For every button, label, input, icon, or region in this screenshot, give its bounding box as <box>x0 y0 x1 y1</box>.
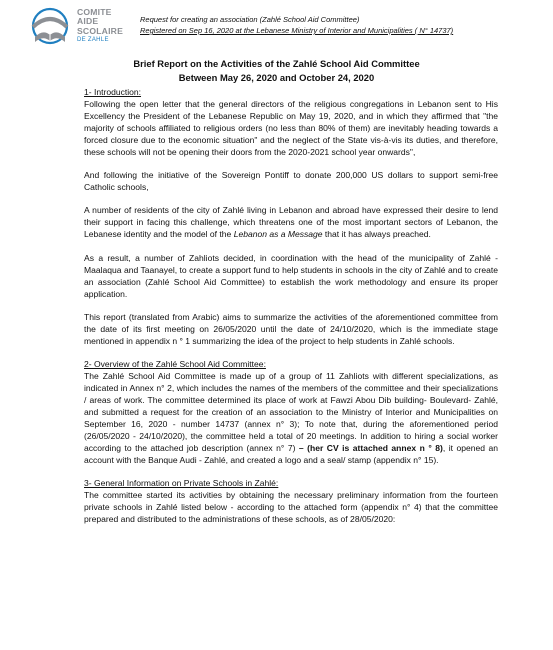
paragraph-3-text-b: that it has always preached. <box>322 229 431 240</box>
report-title <box>0 57 553 84</box>
report-title-line-1: Brief Report on the Activities of the Zahlé School Aid Committee <box>133 58 420 69</box>
section-3-heading: 3- General Information on Private Schools in Zahlé: <box>84 478 279 489</box>
section-1-paragraph-5: This report (translated from Arabic) aims to summarize the activities of the aforementioned committee from the date of its first meeting on 26/05/2020 until the date of 24/10/2020, which is the immediate stage mentioned in appendix n ° 1 summarizing the idea of the project to help students in Zahlé schools. <box>84 311 498 346</box>
header-line-1: Request for creating an association (Zahlé School Aid Committee) <box>140 15 360 24</box>
section-2-bold-text: – (her CV is attached annex n ° 8) <box>298 443 443 454</box>
section-3-paragraph-1: The committee started its activities by obtaining the necessary preliminary information from the fourteen private schools in Zahlé listed below - according to the attached form (appendix n° 4) that the committee prepared and distributed to the administrations of these schools, as of 28/05/2020: <box>84 490 498 525</box>
logo-wordmark <box>77 8 123 46</box>
report-title-line-2: Between May 26, 2020 and October 24, 2020 <box>178 71 375 83</box>
section-2-text-a: The Zahlé School Aid Committee is made up of a group of 11 Zahliots with different specializations, as indicated in Annex n° 2, which includes the names of the members of the committee and their specializations / areas of work. The committee determined its place of work at Fawzi Abou Dib building- Boulevard- Zahlé, and submitted a request for the creation of an association to the Ministry of Interior and Municipalities on September 16, 2020 - number 14737 (annex n° 3); To note that, during the aforementioned period (26/05/2020 - 24/10/2020), the committee held a total of 20 meetings. In addition to hiring a social worker according to the attached job description (annex n° 7) <box>84 370 498 454</box>
report-body <box>84 86 498 525</box>
section-1-paragraph-1: Following the open letter that the general directors of the religious congregations in Lebanon sent to His Excellency the President of the Lebanese Republic on May 19, 2020, and in which they affirmed that "the majority of schools affiliated to religious orders (no less than 80% of them) are inevitably heading towards a forced closure due to the economic situation" and the neglect of the State vis-à-vis its duties, and therefore, these schools will not be opening their doors from the 2020-2021 school year onwards", <box>84 99 498 158</box>
committee-logo <box>27 6 135 50</box>
section-1-heading: 1- Introduction: <box>84 87 142 97</box>
logo-line-4: DE ZAHLE <box>77 37 109 44</box>
logo-line-1: COMITE <box>77 7 112 17</box>
open-book-logo-icon <box>27 7 73 49</box>
document-header <box>140 14 453 36</box>
section-2-heading: 2- Overview of the Zahlé School Aid Committee: <box>84 358 266 369</box>
paragraph-3-text-a: A number of residents of the city of Zahlé living in Lebanon and abroad have expressed their desire to lend their support in facing this challenge, which threatens one of the most important sectors of Lebanon, the Lebanese identity and the model of the <box>84 205 498 240</box>
logo-line-3: SCOLAIRE <box>77 25 124 36</box>
paragraph-3-emphasis: Lebanon as a Message <box>233 229 323 240</box>
logo-line-2: AIDE <box>77 16 99 27</box>
section-2-text-b: , it opened an account with the Banque Audi - Zahlé, and created a logo and a seal/ stamp (appendix n° 15). <box>84 443 498 466</box>
header-line-2: Registered on Sep 16, 2020 at the Lebanese Ministry of Interior and Municipalities ( N° 14737) <box>140 26 454 35</box>
section-1-paragraph-2: And following the initiative of the Sovereign Pontiff to donate 200,000 US dollars to support semi-free Catholic schools, <box>84 170 498 193</box>
section-2-paragraph-1 <box>84 370 498 466</box>
section-1-paragraph-3 <box>84 204 498 240</box>
section-1-paragraph-4: As a result, a number of Zahliots decided, in coordination with the head of the municipality of Zahlé - Maalaqua and Taanayel, to create a support fund to help students in schools in the city of Zahlé and to create an association (Zahlé School Aid Committee) to establish the work methodology and ensure its proper application. <box>84 252 498 299</box>
